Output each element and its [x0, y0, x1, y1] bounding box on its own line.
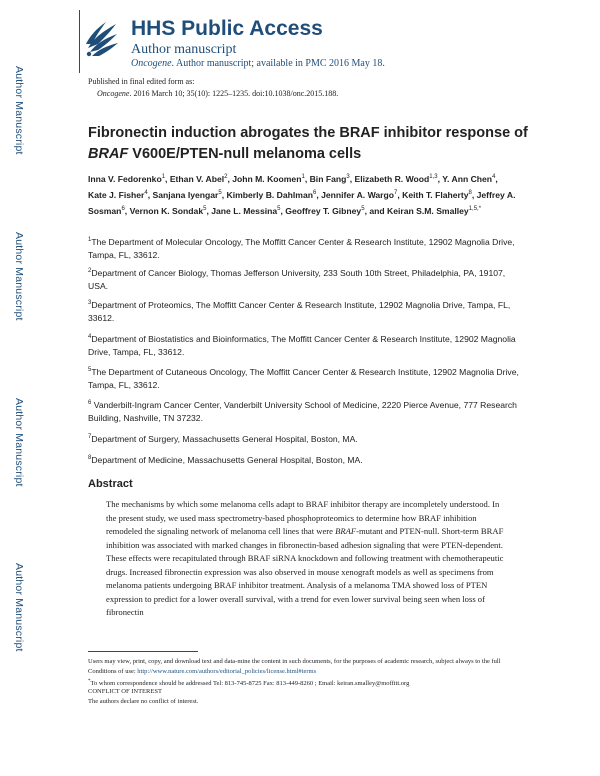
author-affiliation-mark: 2	[224, 174, 228, 180]
sidebar-author-manuscript-label-1: Author Manuscript	[13, 66, 25, 155]
author-affiliation-mark: 6	[312, 189, 317, 196]
citation-details: . 2016 March 10; 35(10): 1225–1235. doi:10.1038/onc.2015.188.	[129, 89, 339, 98]
article-title-italic-gene: BRAF	[88, 146, 129, 162]
conflict-text: The authors declare no conflict of interest.	[88, 698, 199, 705]
author-affiliation-mark: 6	[121, 205, 125, 212]
author-affiliation-mark: 4	[492, 174, 496, 180]
author-affiliation-mark: 3	[346, 174, 350, 180]
author-affiliation-mark: 5	[277, 205, 281, 212]
abstract-body	[106, 498, 506, 620]
sidebar-author-manuscript-label-3: Author Manuscript	[13, 398, 25, 487]
correspondence-mark: *	[88, 679, 91, 684]
affiliation-text: Department of Surgery, Massachusetts General Hospital, Boston, MA.	[91, 433, 358, 444]
affiliation-item	[88, 397, 523, 426]
author-name: Keith T. Flaherty	[402, 189, 469, 200]
author-affiliation-mark: 1	[161, 174, 166, 180]
author-affiliation-mark: 5	[203, 205, 207, 212]
abstract-italic-gene: BRAF	[335, 526, 357, 537]
published-in-label: Published in final edited form as:	[88, 77, 195, 86]
affiliation-item	[88, 297, 523, 326]
affiliation-text: Vanderbilt-Ingram Cancer Center, Vanderbilt University School of Medicine, 2220 Pierce Avenue, 777 Research Building, Nashville, TN 37232.	[88, 399, 517, 424]
affiliation-text: Department of Cancer Biology, Thomas Jefferson University, 233 South 10th Street, Philadelphia, PA, 19107, USA.	[88, 267, 506, 292]
author-name: Y. Ann Chen	[442, 173, 493, 184]
journal-availability-line	[131, 58, 385, 69]
author-name: Jane L. Messina	[211, 205, 278, 216]
abstract-part1: The mechanisms by which some melanoma cells adapt to BRAF inhibitor therapy are incompletely understood. In the present study, we used mass spectrometry-based phosphoproteomics to determine how BRAF inhibition remodeled the signaling network of melanoma cell lines that were	[106, 499, 500, 537]
affiliation-item	[88, 265, 523, 294]
affiliation-text: The Department of Molecular Oncology, The Moffitt Cancer Center & Research Institute, 12902 Magnolia Drive, Tampa, FL, 33612.	[88, 236, 515, 261]
affiliation-text: The Department of Cutaneous Oncology, The Moffitt Cancer Center & Research Institute, 12902 Magnolia Drive, Tampa, FL, 33612.	[88, 366, 519, 391]
hhs-public-access-title: HHS Public Access	[131, 17, 323, 40]
author-name: Ethan V. Abel	[169, 173, 225, 184]
affiliation-item	[88, 431, 523, 446]
author-name: Jeffrey A. Sosman	[88, 189, 516, 216]
affiliation-number: 1	[88, 237, 92, 243]
author-name: John M. Koomen	[232, 173, 302, 184]
article-title-line2: V600E/PTEN-null melanoma cells	[128, 146, 362, 162]
availability-text: . Author manuscript; available in PMC 2016 May 18.	[171, 58, 385, 69]
author-and-word: and	[369, 205, 385, 216]
affiliation-item	[88, 452, 523, 467]
citation-journal: Oncogene	[97, 89, 130, 98]
author-affiliation-mark: 1	[301, 174, 305, 180]
author-affiliation-mark: 7	[394, 189, 398, 196]
author-name: Vernon K. Sondak	[129, 205, 204, 216]
conflict-heading: CONFLICT OF INTEREST	[88, 688, 162, 695]
correspondence-text: To whom correspondence should be addressed Tel: 813-745-8725 Fax: 813-449-8260 ; Email: keiran.smalley@moffitt.org	[90, 680, 410, 688]
abstract-part2: -mutant and PTEN-null. Short-term BRAF inhibition was associated with marked changes in fibronectin-based adhesion signaling that were PTEN-dependent. These effects were recapitulated through BRAF siRNA knockdown and following treatment with chemotherapeutic drugs. Increased fibronectin expression was also observed in mouse xenograft models as well as specimens from melanoma patients undergoing BRAF inhibitor treatment. Analysis of a melanoma TMA showed loss of PTEN expression to predict for a lower overall survival, with a trend for even lower survival being seen when loss of fibronectin	[106, 526, 504, 618]
sidebar-author-manuscript-label-4: Author Manuscript	[13, 563, 25, 652]
citation-line	[97, 89, 338, 98]
author-affiliation-mark: 8	[468, 189, 472, 196]
author-affiliation-mark: 1,5,*	[468, 205, 482, 212]
author-affiliation-mark: 5	[218, 189, 222, 196]
author-affiliation-mark: 1,3	[429, 174, 438, 180]
affiliation-number: 4	[88, 334, 92, 340]
author-name: Kate J. Fisher	[88, 189, 145, 200]
affiliation-number: 5	[88, 367, 92, 373]
author-list: Inna V. Fedorenko$^1$, Ethan V. Abel$^2$, John M. Koomen$^1$, Bin Fang$^3$, Elizabeth R. Wood$^{1,3}$, Y. Ann Chen$^4$, Kate J. Fisher$^4$, Sanjana Iyengar$^5$, Kimberly B. Dahlman$^6$, Jennifer A. Wargo$^7$, Keith T. Flaherty$^8$, Jeffrey A. Sosman$^6$, Vernon K. Sondak$^5$, Jane L. Messina$^5$, Geoffrey T. Gibney$^5$, and Keiran S.M. Smalley$^{1,5,*}$	[88, 173, 516, 216]
affiliation-number: 7	[88, 434, 92, 440]
affiliation-number: 3	[88, 300, 92, 306]
affiliation-item	[88, 364, 523, 393]
affiliation-item	[88, 331, 523, 360]
affiliation-number: 6	[88, 400, 92, 406]
affiliation-text: Department of Proteomics, The Moffitt Cancer Center & Research Institute, 12902 Magnolia Drive, Tampa, FL, 33612.	[88, 299, 511, 324]
author-name: Inna V. Fedorenko	[88, 173, 162, 184]
hhs-eagle-logo-icon	[82, 14, 122, 64]
article-title-line1: Fibronectin induction abrogates the BRAF inhibitor response of	[88, 125, 528, 141]
terms-footnote	[88, 657, 528, 676]
author-name: Kimberly B. Dahlman	[226, 189, 313, 200]
abstract-heading: Abstract	[88, 478, 133, 490]
author-name: Elizabeth R. Wood	[354, 173, 430, 184]
author-affiliation-mark: 5	[361, 205, 365, 212]
author-name: Geoffrey T. Gibney	[285, 205, 362, 216]
header-divider	[79, 10, 80, 73]
article-title	[88, 123, 528, 165]
author-affiliation-mark: 4	[144, 189, 148, 196]
affiliation-text: Department of Medicine, Massachusetts General Hospital, Boston, MA.	[91, 454, 363, 465]
terms-link[interactable]: http://www.nature.com/authors/editorial_policies/license.html#terms	[137, 667, 317, 675]
author-name: Jennifer A. Wargo	[321, 189, 394, 200]
journal-name: Oncogene	[131, 58, 172, 69]
author-manuscript-subtitle: Author manuscript	[131, 42, 237, 57]
affiliation-item	[88, 234, 523, 263]
affiliation-number: 8	[88, 455, 92, 461]
author-name: Keiran S.M. Smalley	[387, 205, 469, 216]
terms-text: Users may view, print, copy, and download text and data-mine the content in such documents, for the purposes of academic research, subject always to the full Conditions of use:	[88, 658, 501, 675]
author-name: Bin Fang	[309, 173, 347, 184]
author-name: Sanjana Iyengar	[152, 189, 219, 200]
footnote-divider	[88, 651, 198, 652]
affiliation-number: 2	[88, 268, 92, 274]
sidebar-author-manuscript-label-2: Author Manuscript	[13, 232, 25, 321]
affiliation-text: Department of Biostatistics and Bioinformatics, The Moffitt Cancer Center & Research Institute, 12902 Magnolia Drive, Tampa, FL, 33612.	[88, 333, 516, 358]
